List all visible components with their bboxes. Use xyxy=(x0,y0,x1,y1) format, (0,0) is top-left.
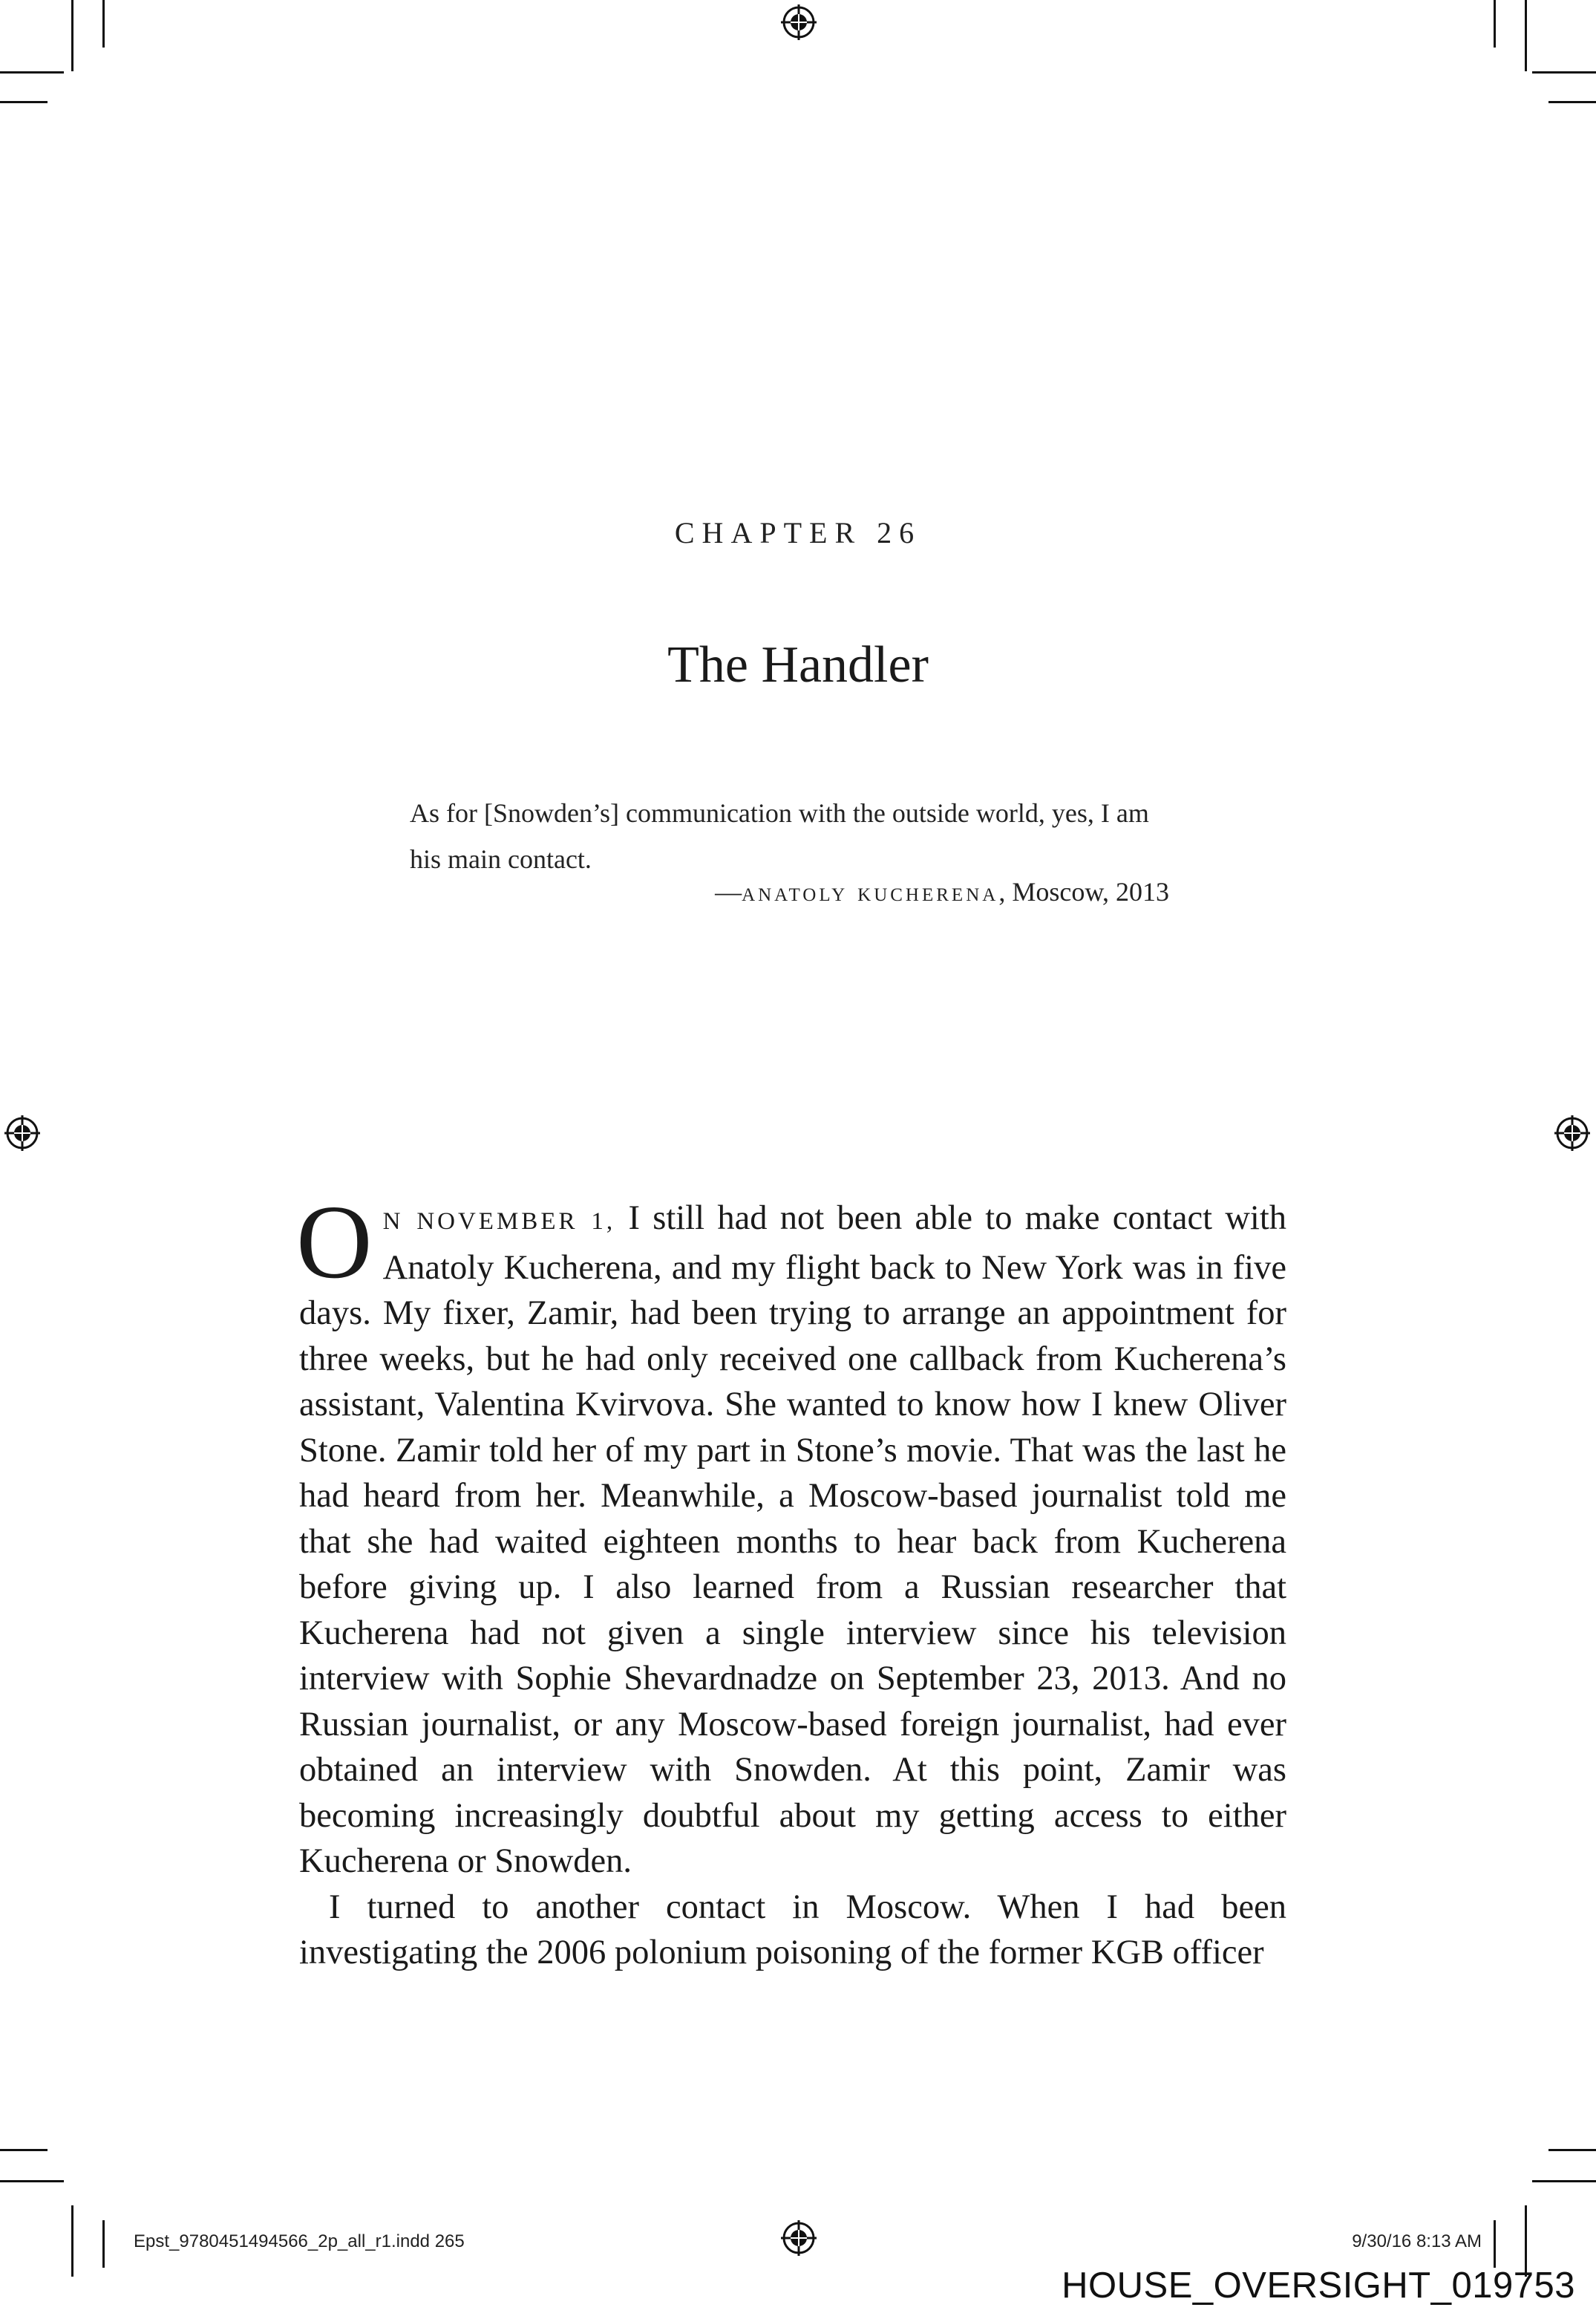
attribution-name: anatoly kucherena xyxy=(742,877,999,907)
crop-mark-bottom-right-h xyxy=(1548,2149,1596,2151)
paragraph: I turned to another contact in Moscow. When I had been investigating the 2006 polonium poisoning of the former KGB officer xyxy=(299,1888,1286,1971)
crop-mark-bottom-right-h2 xyxy=(1532,2180,1596,2182)
paragraph xyxy=(296,1183,1286,1885)
crop-mark-bottom-left-h2 xyxy=(0,2180,64,2182)
crop-mark-bottom-left-v xyxy=(71,2205,73,2277)
bates-stamp: HOUSE_OVERSIGHT_019753 xyxy=(1062,2266,1575,2306)
attribution-place: , Moscow, 2013 xyxy=(998,877,1169,907)
epigraph-attribution xyxy=(410,876,1169,907)
attribution-dash: — xyxy=(715,877,742,907)
crop-mark-top-right-h2 xyxy=(1548,101,1596,103)
drop-cap: O xyxy=(296,1183,373,1300)
crop-mark-bottom-left-v2 xyxy=(102,2220,105,2268)
epigraph-quote: As for [Snowden’s] communication with the outside world, yes, I am his main contact. xyxy=(410,798,1149,874)
crop-mark-top-left-h xyxy=(0,71,64,74)
registration-mark-icon xyxy=(781,2220,817,2256)
registration-mark-icon xyxy=(1554,1115,1590,1151)
paragraph-text: I still had not been able to make contact with Anatoly Kucherena, and my flight back to New York was in five days. My fixer, Zamir, had been trying to arrange an appointment for three weeks, but he had only received one callback from Kucherena’s assistant, Valentina Kvirvova. She wanted to know how I knew Oliver Stone. Zamir told her of my part in Stone’s movie. That was the last he had heard from her. Meanwhile, a Moscow-based journalist told me that she had waited eighteen months to hear back from Kucherena before giving up. I also learned from a Russian researcher that Kucherena had not given a single interview since his television interview with Sophie Shevardnadze on September 23, 2013. And no Russian journalist, or any Moscow-based foreign journalist, had ever obtained an interview with Snowden. At this point, Zamir was becoming increasingly doubtful about my getting access to either Kucherena or Snowden. xyxy=(299,1199,1286,1880)
crop-mark-bottom-right-v xyxy=(1494,2220,1496,2268)
chapter-body xyxy=(296,1183,1286,1976)
slug-datetime: 9/30/16 8:13 AM xyxy=(1352,2231,1482,2251)
registration-mark-icon xyxy=(4,1115,40,1151)
crop-mark-top-left-v xyxy=(102,0,105,48)
chapter-title: The Handler xyxy=(667,636,929,694)
crop-mark-top-right-h xyxy=(1532,71,1596,74)
crop-mark-top-left-v2 xyxy=(71,0,73,71)
crop-mark-top-left-h2 xyxy=(0,101,48,103)
slug-file-info: Epst_9780451494566_2p_all_r1.indd 265 xyxy=(134,2231,465,2251)
registration-mark-icon xyxy=(781,4,817,40)
crop-mark-top-right-v xyxy=(1494,0,1496,48)
crop-mark-top-right-v2 xyxy=(1525,0,1527,71)
chapter-label: CHAPTER 26 xyxy=(674,516,922,549)
lead-in: N NOVEMBER 1, xyxy=(382,1208,616,1235)
crop-mark-bottom-left-h xyxy=(0,2149,48,2151)
